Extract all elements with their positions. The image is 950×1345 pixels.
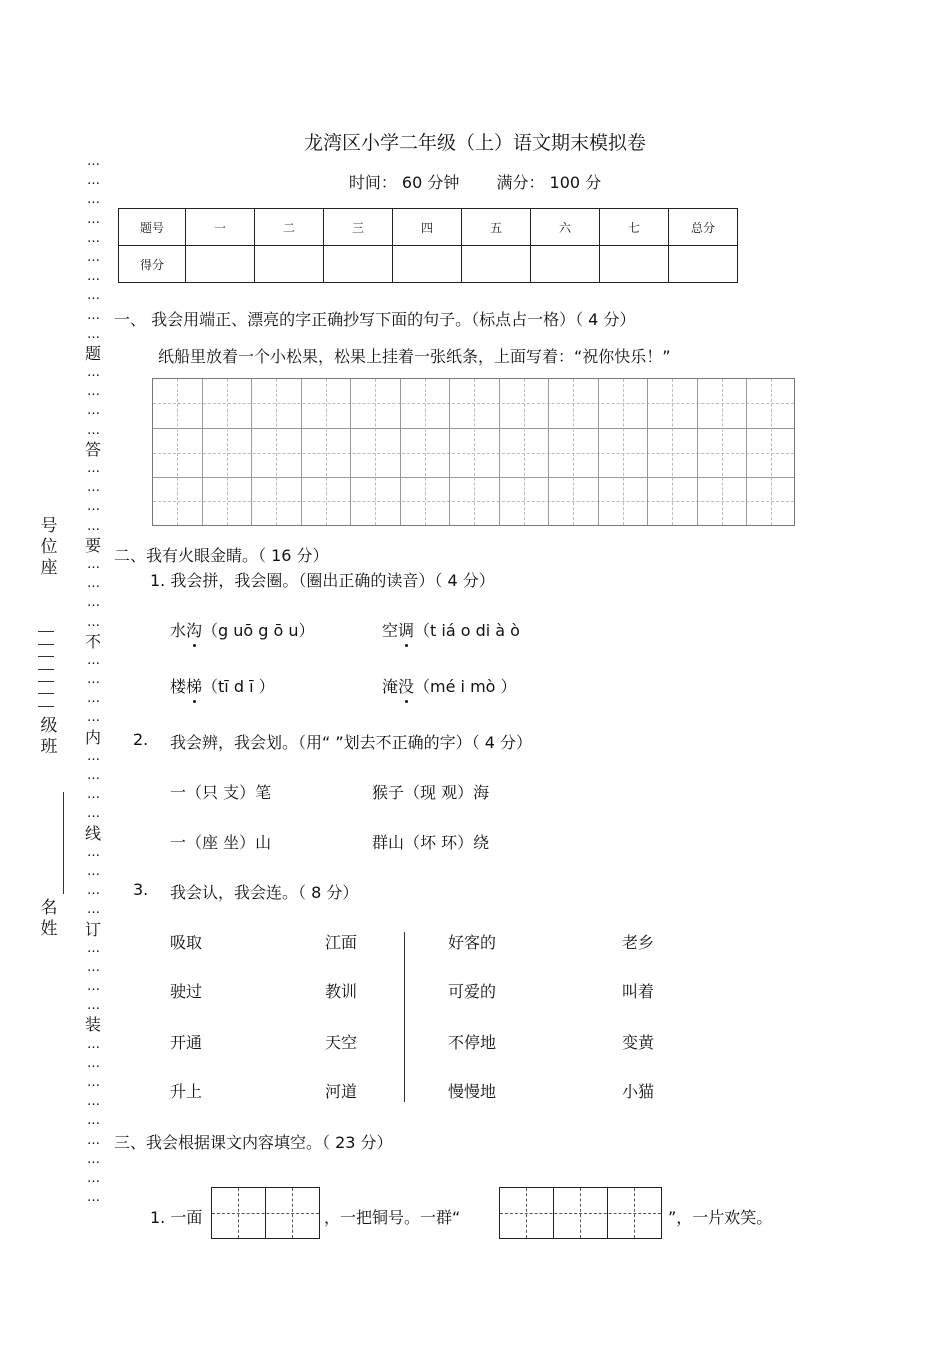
- binding-char: 订: [84, 919, 101, 939]
- score-row-label: 得分: [119, 246, 186, 283]
- pinyin-options[interactable]: （g uō g ō u）: [202, 621, 315, 640]
- match-word[interactable]: 驶过: [170, 982, 203, 1001]
- section2-heading: 二、我有火眼金睛。（ 16 分）: [114, 546, 329, 565]
- match-word[interactable]: 慢慢地: [448, 1082, 497, 1101]
- char-choice-item[interactable]: 猴子（现 观）海: [372, 783, 490, 802]
- class-label: 级 班: [40, 716, 58, 757]
- fill-text: 1. 一面: [150, 1208, 203, 1227]
- char-choice-item[interactable]: 一（座 坐）山: [170, 833, 272, 852]
- word-char: 淹: [382, 677, 399, 696]
- score-cell: 一: [186, 209, 255, 246]
- match-divider: [404, 932, 405, 1102]
- word-char: 楼: [170, 677, 187, 696]
- binding-char: 要: [84, 535, 101, 555]
- match-word[interactable]: 不停地: [448, 1033, 497, 1052]
- writing-grid[interactable]: [152, 378, 795, 526]
- pinyin-options[interactable]: （mé i mò ）: [414, 677, 517, 696]
- pinyin-item: [382, 618, 520, 641]
- binding-char: 装: [84, 1015, 101, 1035]
- score-input-cell[interactable]: [669, 246, 738, 283]
- match-word[interactable]: 变黄: [622, 1033, 655, 1052]
- binding-dotted-line: … … … … … … … … … … 题 … … … … 答 … … … … 要 … … … … 不 … … … … 内 … … … … 线 … … … … 订 … … … … 装 … … … … … … … … …: [82, 152, 104, 1207]
- score-cell: 题号: [119, 209, 186, 246]
- pinyin-item: [170, 618, 315, 641]
- match-word[interactable]: 吸取: [170, 933, 203, 952]
- word-char: 水: [170, 621, 187, 640]
- score-input-cell[interactable]: [462, 246, 531, 283]
- word-char: 空: [382, 621, 399, 640]
- class-fill-lines[interactable]: [38, 620, 54, 707]
- score-table-header-row: [119, 209, 738, 246]
- word-char-marked: 梯: [186, 674, 202, 697]
- seat-label: 号 位 座: [40, 516, 58, 578]
- char-choice-item[interactable]: 群山（坏 环）绕: [372, 833, 490, 852]
- score-cell: 五: [462, 209, 531, 246]
- score-input-cell[interactable]: [393, 246, 462, 283]
- name-label: 名 姓: [40, 898, 58, 939]
- score-input-cell[interactable]: [255, 246, 324, 283]
- match-word[interactable]: 小猫: [622, 1082, 655, 1101]
- pinyin-options[interactable]: （t iá o di à ò: [414, 621, 520, 640]
- score-cell: 六: [531, 209, 600, 246]
- word-char-marked: 没: [398, 674, 414, 697]
- match-word[interactable]: 江面: [325, 933, 358, 952]
- section1-sentence: 纸船里放着一个小松果，松果上挂着一张纸条，上面写着：“祝你快乐！”: [158, 347, 671, 366]
- char-choice-item[interactable]: 一（只 支）笔: [170, 783, 272, 802]
- score-cell: 四: [393, 209, 462, 246]
- pinyin-item: [382, 674, 517, 697]
- exam-info: [0, 170, 950, 193]
- word-char-marked: 调: [398, 618, 414, 641]
- score-cell: 七: [600, 209, 669, 246]
- pinyin-item: [170, 674, 275, 697]
- match-word[interactable]: 升上: [170, 1082, 203, 1101]
- q1-heading: 1. 我会拼，我会圈。（圈出正确的读音）（ 4 分）: [150, 571, 495, 590]
- score-table: [118, 208, 738, 283]
- binding-char: 不: [84, 631, 101, 651]
- score-input-cell[interactable]: [531, 246, 600, 283]
- match-word[interactable]: 开通: [170, 1033, 203, 1052]
- pinyin-options[interactable]: （tī d ī ）: [202, 677, 275, 696]
- exam-time: 时间： 60 分钟: [348, 173, 460, 192]
- score-input-cell[interactable]: [600, 246, 669, 283]
- name-fill-line[interactable]: [63, 792, 64, 894]
- score-input-cell[interactable]: [186, 246, 255, 283]
- fill-blank-boxes[interactable]: [499, 1187, 662, 1239]
- match-word[interactable]: 河道: [325, 1082, 358, 1101]
- q2-number: 2.: [133, 730, 149, 749]
- match-word[interactable]: 可爱的: [448, 982, 497, 1001]
- section1-heading: 一、 我会用端正、漂亮的字正确抄写下面的句子。（标点占一格）（ 4 分）: [114, 310, 636, 329]
- binding-char: 内: [84, 727, 101, 747]
- score-cell: 总分: [669, 209, 738, 246]
- match-word[interactable]: 老乡: [622, 933, 655, 952]
- fill-text: ，一把铜号。一群“: [324, 1208, 461, 1227]
- binding-char: 答: [84, 439, 101, 459]
- match-word[interactable]: 天空: [325, 1033, 358, 1052]
- fill-blank-boxes[interactable]: [211, 1187, 320, 1239]
- binding-char: 线: [84, 823, 101, 843]
- exam-full-score: 满分： 100 分: [496, 173, 602, 192]
- score-input-cell[interactable]: [324, 246, 393, 283]
- score-cell: 二: [255, 209, 324, 246]
- match-word[interactable]: 叫着: [622, 982, 655, 1001]
- q2-heading: 我会辨，我会划。（用“ ”划去不正确的字）（ 4 分）: [170, 733, 533, 752]
- score-table-score-row: [119, 246, 738, 283]
- section3-heading: 三、我会根据课文内容填空。（ 23 分）: [114, 1133, 393, 1152]
- match-word[interactable]: 教训: [325, 982, 358, 1001]
- binding-char: 题: [84, 343, 101, 363]
- q3-heading: 我会认，我会连。（ 8 分）: [170, 883, 359, 902]
- q3-number: 3.: [133, 880, 149, 899]
- match-word[interactable]: 好客的: [448, 933, 497, 952]
- exam-title: 龙湾区小学二年级（上）语文期末模拟卷: [303, 132, 646, 154]
- score-cell: 三: [324, 209, 393, 246]
- fill-text: ”，一片欢笑。: [668, 1208, 773, 1227]
- word-char-marked: 沟: [186, 618, 202, 641]
